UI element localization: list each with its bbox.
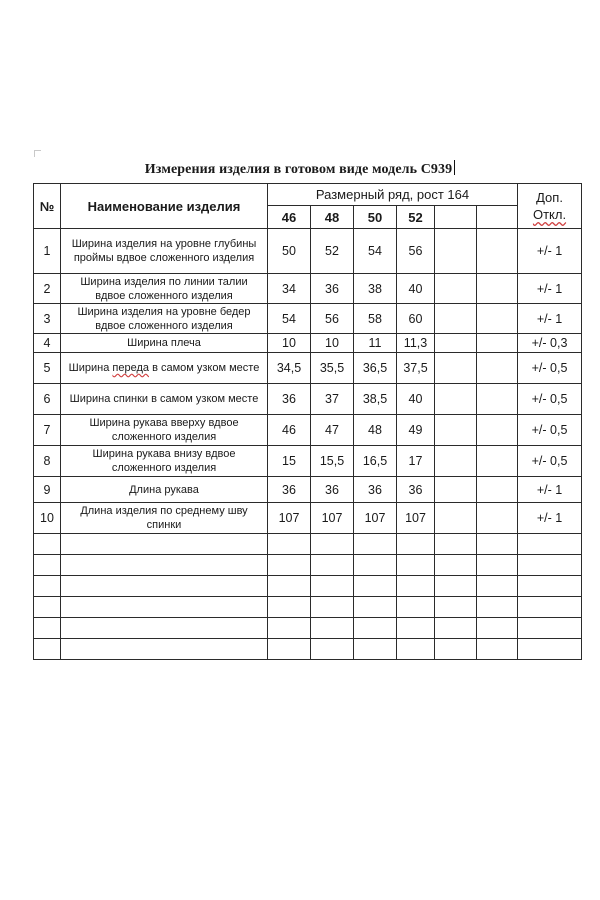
- empty-table-row: [34, 639, 582, 660]
- empty-cell: [518, 597, 582, 618]
- empty-cell: [435, 639, 477, 660]
- row-number: 8: [34, 446, 61, 477]
- empty-cell: [268, 576, 311, 597]
- measurement-value: 37: [311, 384, 354, 415]
- measurement-value: [435, 477, 477, 503]
- header-tolerance: [518, 184, 582, 229]
- header-number: №: [34, 184, 61, 229]
- row-item-name: Ширина плеча: [61, 334, 268, 353]
- measurement-value: 107: [311, 503, 354, 534]
- table-row: [34, 503, 582, 534]
- empty-cell: [61, 555, 268, 576]
- size-header-cell: 50: [354, 206, 397, 229]
- measurement-value: [477, 274, 518, 304]
- row-tolerance: +/- 0,5: [518, 415, 582, 446]
- empty-table-row: [34, 597, 582, 618]
- row-number: 5: [34, 353, 61, 384]
- empty-cell: [268, 534, 311, 555]
- measurement-value: 36: [268, 384, 311, 415]
- empty-cell: [61, 639, 268, 660]
- measurement-value: 15,5: [311, 446, 354, 477]
- measurement-value: 36: [311, 274, 354, 304]
- measurement-value: [477, 446, 518, 477]
- empty-cell: [34, 618, 61, 639]
- row-number: 9: [34, 477, 61, 503]
- empty-cell: [435, 555, 477, 576]
- table-row: [34, 229, 582, 274]
- empty-cell: [354, 618, 397, 639]
- empty-cell: [397, 618, 435, 639]
- measurement-value: [477, 384, 518, 415]
- measurement-value: 11,3: [397, 334, 435, 353]
- measurement-value: 36,5: [354, 353, 397, 384]
- empty-cell: [61, 597, 268, 618]
- measurement-value: 56: [311, 304, 354, 334]
- measurement-value: [477, 415, 518, 446]
- measurement-value: 40: [397, 274, 435, 304]
- empty-table-row: [34, 555, 582, 576]
- size-header-cell: 46: [268, 206, 311, 229]
- measurement-value: 107: [354, 503, 397, 534]
- measurement-value: 17: [397, 446, 435, 477]
- measurement-value: 54: [354, 229, 397, 274]
- empty-cell: [397, 555, 435, 576]
- measurement-value: [435, 503, 477, 534]
- row-item-name: Длина рукава: [61, 477, 268, 503]
- measurement-value: 56: [397, 229, 435, 274]
- row-item-name: Ширина переда в самом узком месте: [61, 353, 268, 384]
- empty-cell: [354, 576, 397, 597]
- measurement-value: 107: [397, 503, 435, 534]
- row-tolerance: +/- 0,5: [518, 384, 582, 415]
- measurement-value: [435, 415, 477, 446]
- row-item-name: Ширина изделия по линии талии вдвое сложенного изделия: [61, 274, 268, 304]
- measurement-value: 36: [268, 477, 311, 503]
- measurement-value: [435, 274, 477, 304]
- empty-cell: [354, 639, 397, 660]
- row-number: 2: [34, 274, 61, 304]
- measurement-value: 10: [268, 334, 311, 353]
- measurement-value: 34: [268, 274, 311, 304]
- measurement-value: [435, 229, 477, 274]
- empty-cell: [311, 597, 354, 618]
- empty-cell: [397, 639, 435, 660]
- document-title: Измерения изделия в готовом виде модель С939: [144, 162, 453, 177]
- measurement-value: [435, 304, 477, 334]
- measurement-value: [435, 353, 477, 384]
- size-header-cell: 48: [311, 206, 354, 229]
- measurement-value: 11: [354, 334, 397, 353]
- measurement-value: 15: [268, 446, 311, 477]
- row-number: 7: [34, 415, 61, 446]
- spellcheck-word: переда: [112, 362, 150, 374]
- empty-cell: [435, 534, 477, 555]
- header-tolerance-line1: Доп.: [536, 190, 563, 205]
- measurement-value: [435, 446, 477, 477]
- empty-cell: [518, 639, 582, 660]
- measurements-table: [33, 183, 582, 660]
- empty-cell: [397, 576, 435, 597]
- measurement-value: 16,5: [354, 446, 397, 477]
- measurement-value: 10: [311, 334, 354, 353]
- empty-cell: [435, 576, 477, 597]
- measurement-value: 40: [397, 384, 435, 415]
- size-header-cell: 52: [397, 206, 435, 229]
- measurement-value: 34,5: [268, 353, 311, 384]
- row-number: 3: [34, 304, 61, 334]
- measurement-value: 52: [311, 229, 354, 274]
- text-cursor: [454, 160, 455, 175]
- header-row: [34, 184, 582, 206]
- empty-cell: [61, 618, 268, 639]
- empty-cell: [518, 618, 582, 639]
- empty-table-row: [34, 618, 582, 639]
- empty-cell: [518, 534, 582, 555]
- measurement-value: 38,5: [354, 384, 397, 415]
- empty-cell: [477, 597, 518, 618]
- row-tolerance: +/- 1: [518, 304, 582, 334]
- empty-table-row: [34, 576, 582, 597]
- empty-cell: [34, 555, 61, 576]
- empty-cell: [268, 618, 311, 639]
- empty-cell: [311, 576, 354, 597]
- empty-cell: [61, 534, 268, 555]
- row-number: 6: [34, 384, 61, 415]
- row-tolerance: +/- 1: [518, 503, 582, 534]
- empty-cell: [268, 555, 311, 576]
- header-item-name: Наименование изделия: [61, 184, 268, 229]
- empty-cell: [311, 618, 354, 639]
- page-corner-mark: [34, 150, 41, 157]
- empty-cell: [477, 555, 518, 576]
- row-item-name: Ширина спинки в самом узком месте: [61, 384, 268, 415]
- empty-cell: [518, 576, 582, 597]
- empty-cell: [34, 576, 61, 597]
- table-row: [34, 304, 582, 334]
- row-tolerance: +/- 0,3: [518, 334, 582, 353]
- table-row: [34, 477, 582, 503]
- header-size-range: Размерный ряд, рост 164: [268, 184, 518, 206]
- measurement-value: 107: [268, 503, 311, 534]
- empty-cell: [354, 597, 397, 618]
- measurement-value: 36: [354, 477, 397, 503]
- row-number: 1: [34, 229, 61, 274]
- measurement-value: [435, 334, 477, 353]
- measurement-value: 54: [268, 304, 311, 334]
- empty-cell: [354, 534, 397, 555]
- empty-cell: [397, 597, 435, 618]
- measurement-value: [477, 477, 518, 503]
- empty-cell: [34, 639, 61, 660]
- empty-cell: [34, 534, 61, 555]
- empty-cell: [34, 597, 61, 618]
- empty-cell: [477, 639, 518, 660]
- measurement-value: 38: [354, 274, 397, 304]
- measurement-value: 37,5: [397, 353, 435, 384]
- size-header-cell: [477, 206, 518, 229]
- empty-table-row: [34, 534, 582, 555]
- measurement-value: 36: [397, 477, 435, 503]
- row-item-name: Ширина рукава вверху вдвое сложенного изделия: [61, 415, 268, 446]
- measurement-value: 48: [354, 415, 397, 446]
- empty-cell: [354, 555, 397, 576]
- empty-cell: [311, 639, 354, 660]
- row-tolerance: +/- 0,5: [518, 446, 582, 477]
- empty-cell: [477, 576, 518, 597]
- row-item-name: Длина изделия по среднему шву спинки: [61, 503, 268, 534]
- row-item-name: Ширина изделия на уровне бедер вдвое сложенного изделия: [61, 304, 268, 334]
- row-item-name: Ширина изделия на уровне глубины проймы вдвое сложенного изделия: [61, 229, 268, 274]
- measurement-value: 46: [268, 415, 311, 446]
- measurement-value: [435, 384, 477, 415]
- row-tolerance: +/- 1: [518, 274, 582, 304]
- measurement-value: 47: [311, 415, 354, 446]
- empty-cell: [61, 576, 268, 597]
- row-number: 10: [34, 503, 61, 534]
- table-row: [34, 353, 582, 384]
- measurement-value: [477, 229, 518, 274]
- measurement-value: 58: [354, 304, 397, 334]
- empty-cell: [311, 534, 354, 555]
- table-row: [34, 384, 582, 415]
- empty-cell: [311, 555, 354, 576]
- table-row: [34, 446, 582, 477]
- empty-cell: [477, 618, 518, 639]
- measurement-value: [477, 304, 518, 334]
- row-item-name: Ширина рукава внизу вдвое сложенного изделия: [61, 446, 268, 477]
- empty-cell: [435, 597, 477, 618]
- row-tolerance: +/- 1: [518, 229, 582, 274]
- empty-cell: [477, 534, 518, 555]
- measurement-value: [477, 503, 518, 534]
- measurement-value: 50: [268, 229, 311, 274]
- measurement-value: 60: [397, 304, 435, 334]
- empty-cell: [518, 555, 582, 576]
- measurement-value: [477, 353, 518, 384]
- table-row: [34, 334, 582, 353]
- empty-cell: [268, 597, 311, 618]
- row-tolerance: +/- 0,5: [518, 353, 582, 384]
- table-row: [34, 274, 582, 304]
- empty-cell: [435, 618, 477, 639]
- empty-cell: [268, 639, 311, 660]
- row-tolerance: +/- 1: [518, 477, 582, 503]
- size-header-cell: [435, 206, 477, 229]
- header-tolerance-line2: Откл.: [532, 207, 567, 222]
- measurement-value: 35,5: [311, 353, 354, 384]
- measurement-value: 49: [397, 415, 435, 446]
- document-title-line: [0, 160, 600, 178]
- measurement-value: [477, 334, 518, 353]
- table-row: [34, 415, 582, 446]
- row-number: 4: [34, 334, 61, 353]
- measurement-value: 36: [311, 477, 354, 503]
- empty-cell: [397, 534, 435, 555]
